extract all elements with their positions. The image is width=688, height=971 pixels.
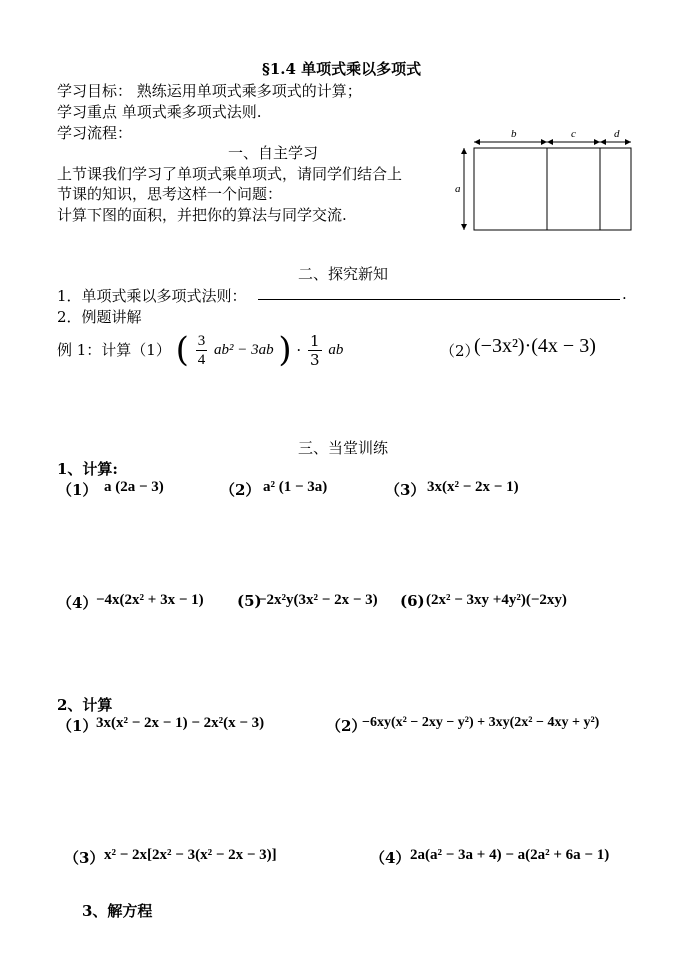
page-title: §1.4 单项式乘以多项式 bbox=[262, 60, 422, 78]
section1-line2: 节课的知识，思考这样一个问题： bbox=[57, 185, 283, 203]
q3-expr: 3x(x² − 2x − 1) bbox=[427, 479, 519, 495]
q2-2-expr: −6xy(x² − 2xy − y²) + 3xy(2x² − 4xy + y²) bbox=[362, 715, 600, 730]
frac2-den: 3 bbox=[309, 350, 320, 369]
learning-focus: 学习重点 单项式乘多项式法则. bbox=[57, 103, 262, 121]
area-figure bbox=[452, 124, 634, 234]
label-d: d bbox=[614, 128, 620, 140]
q4-label: （4） bbox=[57, 594, 98, 612]
section3-heading: 三、当堂训练 bbox=[298, 439, 389, 457]
rule-end: . bbox=[622, 285, 627, 303]
part3-label: 3、解方程 bbox=[82, 902, 153, 920]
ex2-expr: (−3x²)·(4x − 3) bbox=[474, 335, 596, 357]
right-paren: ) bbox=[278, 330, 292, 370]
section2-heading: 二、探究新知 bbox=[298, 265, 389, 283]
ex2-label: （2） bbox=[440, 342, 480, 360]
label-c: c bbox=[571, 128, 576, 140]
q6-label: (6) bbox=[400, 592, 425, 610]
ex1-mid: ab² − 3ab bbox=[213, 342, 274, 358]
q2-2-label: （2） bbox=[326, 717, 367, 735]
frac1-num: 3 bbox=[197, 332, 206, 349]
frac1-den: 4 bbox=[197, 351, 206, 368]
q2-4-expr: 2a(a² − 3a + 4) − a(2a² + 6a − 1) bbox=[410, 847, 610, 863]
q2-label: （2） bbox=[220, 481, 261, 499]
q2-1-label: （1） bbox=[57, 717, 98, 735]
section1-heading: 一、自主学习 bbox=[228, 144, 319, 162]
section1-line3: 计算下图的面积，并把你的算法与同学交流. bbox=[57, 206, 347, 224]
part2-label: 2、计算 bbox=[57, 696, 113, 714]
q2-4-label: （4） bbox=[370, 849, 411, 867]
q5-expr: −2x²y(3x² − 2x − 3) bbox=[258, 592, 378, 608]
ex1-tail: ab bbox=[328, 342, 344, 358]
fraction-3-4 bbox=[196, 332, 208, 369]
fraction-1-3 bbox=[308, 332, 322, 369]
q1-expr: a (2a − 3) bbox=[104, 479, 164, 495]
part1-label: 1、计算: bbox=[57, 460, 118, 478]
q2-3-expr: x² − 2x[2x² − 3(x² − 2x − 3)] bbox=[104, 847, 277, 863]
q5-label: (5) bbox=[237, 592, 262, 610]
q2-expr: a² (1 − 3a) bbox=[263, 479, 328, 495]
q2-1-expr: 3x(x² − 2x − 1) − 2x²(x − 3) bbox=[96, 715, 265, 731]
q2-3-label: （3） bbox=[64, 849, 105, 867]
q6-expr: (2x² − 3xy +4y²)(−2xy) bbox=[426, 592, 567, 608]
examples-label: 2．例题讲解 bbox=[57, 308, 142, 326]
q4-expr: −4x(2x² + 3x − 1) bbox=[96, 592, 204, 608]
rule-blank[interactable] bbox=[258, 283, 620, 300]
learning-goal: 学习目标： 熟练运用单项式乘多项式的计算； bbox=[57, 82, 362, 100]
q3-label: （3） bbox=[385, 481, 426, 499]
label-a: a bbox=[455, 183, 461, 195]
left-paren: ( bbox=[175, 330, 189, 370]
example-line bbox=[57, 326, 343, 372]
rule-label: 1．单项式乘以多项式法则： bbox=[57, 287, 247, 305]
ex1-dot: · bbox=[296, 341, 302, 359]
q1-label: （1） bbox=[57, 481, 98, 499]
learning-process: 学习流程： bbox=[57, 124, 133, 142]
example-prefix: 例 1：计算（1） bbox=[57, 341, 171, 359]
frac2-num: 1 bbox=[309, 331, 320, 350]
section1-line1: 上节课我们学习了单项式乘单项式，请同学们结合上 bbox=[57, 165, 403, 183]
label-b: b bbox=[511, 128, 517, 140]
